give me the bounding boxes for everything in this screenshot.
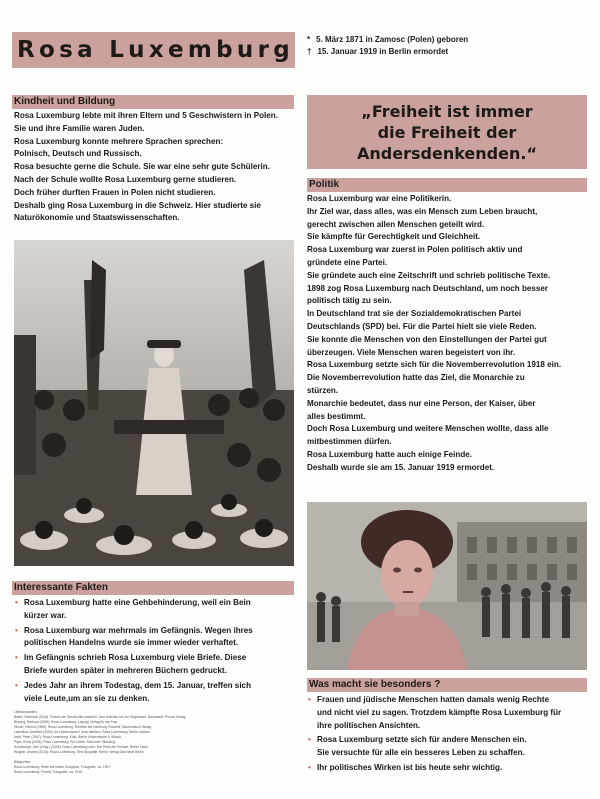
- politik-line: alles bestimmt.: [307, 411, 366, 421]
- kindheit-text: [14, 110, 296, 225]
- reference-line: Hirsch, Helmut (1969): Rosa Luxemburg. Reinbek bei Hamburg: Rowohlt Taschenbuch Verlag.: [14, 725, 152, 729]
- fakt-item-line: • Rosa Luxemburg war mehrmals im Gefängnis. Wegen ihres: [24, 625, 253, 635]
- fakt-item: [14, 652, 296, 678]
- politik-line: In Deutschland trat sie der Sozialdemokratischen Partei: [307, 309, 522, 319]
- politik-line: mitbestimmen dürfen.: [307, 437, 392, 447]
- fakt-item: [14, 597, 296, 623]
- politik-line: Deshalb wurde sie am 15. Januar 1919 ermordet.: [307, 462, 495, 472]
- fakt-item-line: Briefe wurden später in mehreren Büchern gedruckt.: [24, 665, 227, 675]
- politik-line: Sie gründete auch eine Zeitschrift und schrieb politische Texte.: [307, 270, 551, 280]
- speech-photo-illustration: [14, 240, 294, 566]
- kindheit-line: Rosa Luxemburg konnte mehrere Sprachen sprechen:: [14, 136, 224, 146]
- besonders-item-line: • Rosa Luxemburg setzte sich für andere Menschen ein.: [317, 735, 527, 745]
- politik-text: [307, 193, 589, 475]
- fakten-list: [14, 597, 296, 707]
- fakt-item-line: viele Leute,um an sie zu denken.: [24, 693, 150, 703]
- politik-line: Rosa Luxemburg hatte auch einige Feinde.: [307, 449, 473, 459]
- politik-line: Deutschlands (SPD) bei. Für die Partei hielt sie viele Reden.: [307, 321, 537, 331]
- besonders-heading: Was macht sie besonders ?: [307, 678, 587, 692]
- image-reference-line: Rosa Luxemburg: Porträt, Fotografie, ca. 1915.: [14, 770, 83, 774]
- politik-line: 1898 zog Rosa Luxemburg nach Deutschland, um noch besser: [307, 283, 549, 293]
- kindheit-line: Deshalb ging Rosa Luxemburg in die Schweiz. Hier studierte sie: [14, 200, 261, 210]
- quote-line: Andersdenkenden.“: [357, 143, 537, 163]
- reference-line: Schütrumpf, Jörn (Hrsg.) (2006): Rosa Luxemburg oder: Der Preis der Freiheit. Berlin: Dietz.: [14, 745, 149, 749]
- politik-heading: Politik: [307, 178, 587, 192]
- besonders-item-line: • Ihr politisches Wirken ist bis heute sehr wichtig.: [317, 762, 503, 772]
- fakt-item-line: • Rosa Luxemburg hatte eine Gehbehinderung, weil ein Bein: [24, 598, 251, 607]
- kindheit-line: Rosa Luxemburg lebte mit ihren Eltern und 5 Geschwistern in Polen.: [14, 111, 278, 120]
- title-bar: [12, 32, 295, 68]
- reference-line: Laschitza, Annelies (2002): Im Lebensrausch, trotz alledem. Rosa Luxemburg. Berlin: Aufbau.: [14, 730, 151, 734]
- references: [14, 710, 294, 775]
- reference-line: Nettl, Peter (1967): Rosa Luxemburg. Köln, Berlin: Kiepenheuer & Witsch.: [14, 735, 122, 739]
- politik-line: überzeugen. Viele Menschen waren begeistert von ihr.: [307, 347, 516, 357]
- besonders-item-line: Sie versuchte für alle ein besseres Leben zu schaffen.: [317, 748, 525, 758]
- politik-line: politisch tätig zu sein.: [307, 296, 392, 306]
- birth-line: * 5. März 1871 in Zamosc (Polen) geboren: [307, 35, 469, 44]
- politik-line: Sie kämpfte für Gerechtigkeit und Gleichheit.: [307, 232, 481, 242]
- reference-line: Wagner, Andrea (2015): Rosa Luxemburg. Eine Biografie. Berlin: Verlag Das Neue Berlin.: [14, 750, 145, 754]
- politik-line: Die Novemberrevolution hatte das Ziel, die Monarchie zu: [307, 373, 525, 383]
- besonders-item: [307, 762, 591, 775]
- politik-line: stürzen.: [307, 385, 339, 395]
- politik-line: Doch Rosa Luxemburg und weitere Menschen wollte, dass alle: [307, 424, 549, 434]
- portrait-street-photo: [307, 502, 587, 670]
- quote-line: die Freiheit der: [377, 122, 517, 142]
- fakt-item: [14, 625, 296, 651]
- speech-photo: [14, 240, 294, 566]
- fakt-item-line: • Im Gefängnis schrieb Rosa Luxemburg viele Briefe. Diese: [24, 653, 247, 663]
- fakt-item-line: politischen Handelns wurde sie immer wieder verhaftet.: [24, 638, 239, 648]
- image-references-heading: Bildquellen:: [14, 760, 32, 764]
- birth-date: 5. März 1871 in Zamosc (Polen) geboren: [316, 35, 469, 44]
- reference-line: Bartel, Reinhard (2014): Frauen die Geschichte machten. Vom Altertum bis zur Gegenwart. Darmstadt: Primus Verlag.: [14, 715, 187, 719]
- kindheit-line: Doch früher durften Frauen in Polen nicht studieren.: [14, 187, 216, 197]
- besonders-item-line: • Frauen und jüdische Menschen hatten damals wenig Rechte: [317, 695, 550, 704]
- image-reference-line: Rosa Luxemburg: Rede auf einem Kongress, Fotografie, ca. 1907.: [14, 765, 112, 769]
- fakt-item-line: kürzer war.: [24, 610, 67, 620]
- besonders-item-line: und nicht viel zu sagen. Trotzdem kämpfte Rosa Luxemburg für: [317, 707, 562, 717]
- fakt-item: [14, 680, 296, 706]
- life-dates: [307, 34, 468, 58]
- death-line: † 15. Januar 1919 in Berlin ermordet: [307, 47, 449, 56]
- besonders-item-line: ihre politischen Ansichten.: [317, 720, 421, 730]
- reference-line: Brösing, Barbara (2008): Rosa Luxemburg. Leipzig: Verlag für die Frau.: [14, 720, 119, 724]
- kindheit-line: Polnisch, Deutsch und Russisch.: [14, 149, 142, 159]
- quote-line: „Freiheit ist immer: [361, 101, 533, 121]
- fakten-heading: Interessante Fakten: [12, 581, 294, 595]
- besonders-item: [307, 734, 591, 760]
- portrait-illustration: [307, 502, 587, 670]
- besonders-list: [307, 694, 591, 777]
- fakt-item-line: • Jedes Jahr an ihrem Todestag, dem 15. Januar, treffen sich: [24, 680, 252, 690]
- kindheit-line: Nach der Schule wollte Rosa Luxemburg gerne studieren.: [14, 174, 237, 184]
- kindheit-line: Naturökonomie und Staatswissenschaften.: [14, 213, 180, 223]
- death-date: 15. Januar 1919 in Berlin ermordet: [317, 47, 449, 56]
- quote-box: [307, 95, 587, 169]
- politik-line: gerecht zwischen allen Menschen geteilt wird.: [307, 219, 485, 229]
- politik-line: Ihr Ziel war, dass alles, was ein Mensch zum Leben braucht,: [307, 206, 538, 216]
- page-title: Rosa Luxemburg: [17, 37, 295, 63]
- besonders-item: [307, 694, 591, 732]
- politik-line: Sie konnte die Menschen von den Einstellungen der Partei gut: [307, 334, 547, 344]
- politik-line: Rosa Luxemburg war eine Politikerin.: [307, 194, 452, 203]
- politik-line: Rosa Luxemburg war zuerst in Polen politisch aktiv und: [307, 245, 523, 255]
- politik-line: Rosa Luxemburg setzte sich für die Novemberrevolution 1918 ein.: [307, 360, 562, 370]
- politik-line: Monarchie bedeutet, dass nur eine Person, der Kaiser, über: [307, 398, 536, 408]
- reference-line: Piper, Ernst (2018): Rosa Luxemburg. Ein Leben. München: Blessing.: [14, 740, 116, 744]
- politik-line: gründete eine Partei.: [307, 257, 388, 267]
- kindheit-heading: Kindheit und Bildung: [12, 95, 294, 109]
- references-heading: Literaturquellen:: [14, 710, 38, 714]
- kindheit-line: Sie und ihre Familie waren Juden.: [14, 123, 145, 133]
- kindheit-line: Rosa besuchte gerne die Schule. Sie war eine sehr gute Schülerin.: [14, 162, 270, 172]
